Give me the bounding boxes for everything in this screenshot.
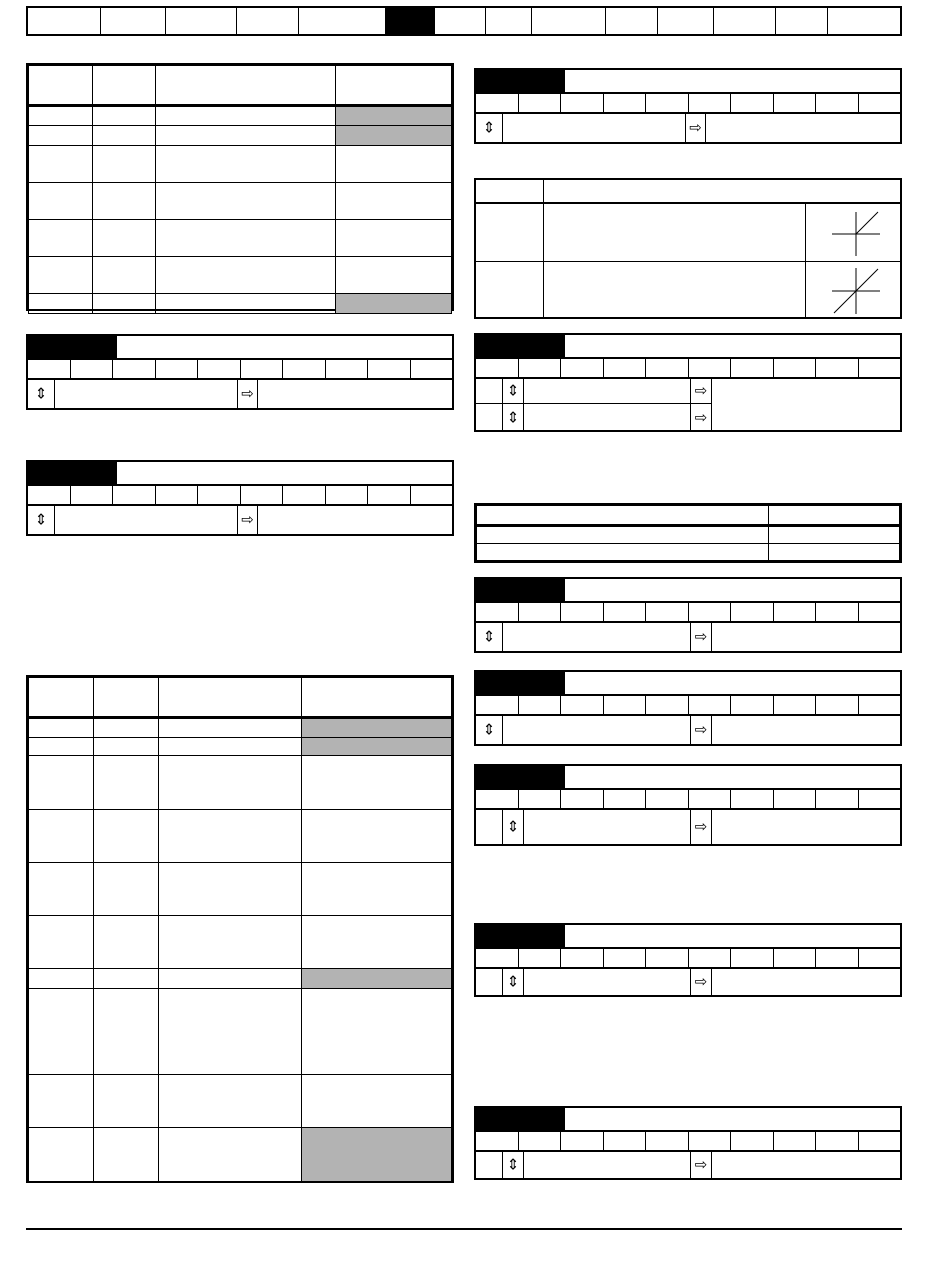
range-symbol-cell <box>28 380 55 408</box>
parameter-box <box>474 333 902 432</box>
table-row <box>29 294 452 314</box>
parameter-coding-bits <box>476 359 900 379</box>
table-row <box>29 969 452 989</box>
default-value-cell <box>258 380 452 408</box>
table-header-row <box>477 506 900 526</box>
chapter-tab[interactable] <box>714 8 776 34</box>
parameter-number-cell <box>476 579 565 601</box>
default-symbol-cell <box>238 380 258 408</box>
parameter-number-cell <box>476 1108 565 1130</box>
mode-cell <box>476 810 503 844</box>
default-arrow-icon: ⇨ <box>694 720 708 739</box>
default-symbol-cell <box>691 1152 712 1178</box>
table-row <box>476 262 900 318</box>
parameter-number-cell <box>28 336 117 358</box>
mode-cell <box>476 379 503 403</box>
parameter-name-cell <box>565 766 900 788</box>
parameter-name-cell <box>117 336 452 358</box>
range-arrows-icon: ⇕ <box>34 510 48 529</box>
summary-table <box>474 503 902 563</box>
parameter-number-cell <box>476 766 565 788</box>
chapter-tab[interactable] <box>237 8 299 34</box>
default-arrow-icon: ⇨ <box>241 510 254 529</box>
default-value-cell <box>258 506 452 534</box>
table-row <box>29 146 452 183</box>
parameter-box <box>474 923 902 997</box>
default-arrow-icon: ⇨ <box>694 972 708 991</box>
chapter-tab[interactable] <box>828 8 900 34</box>
table-row <box>29 756 452 810</box>
range-symbol-cell <box>28 506 55 534</box>
range-symbol-cell <box>476 716 503 744</box>
table-header-row <box>29 66 452 106</box>
characteristic-graph-icon <box>806 204 902 261</box>
chapter-tab[interactable] <box>658 8 714 34</box>
table-row <box>477 526 900 543</box>
range-arrows-icon: ⇕ <box>506 381 520 400</box>
table-row <box>29 989 452 1075</box>
parameter-name-cell <box>565 1108 900 1130</box>
range-value-cell <box>503 623 691 651</box>
settings-table-1 <box>26 63 454 311</box>
table-header-row <box>476 180 900 204</box>
range-value-cell <box>524 404 691 432</box>
range-arrows-icon: ⇕ <box>506 817 520 836</box>
range-arrows-icon: ⇕ <box>482 627 496 646</box>
parameter-box <box>26 460 454 536</box>
chapter-tab[interactable] <box>532 8 606 34</box>
table-row <box>29 738 452 756</box>
default-symbol-cell <box>691 379 712 403</box>
default-symbol-cell <box>691 716 712 744</box>
range-symbol-cell <box>503 1152 524 1178</box>
parameter-box <box>474 1106 902 1180</box>
range-arrows-icon: ⇕ <box>482 720 496 739</box>
parameter-coding-bits <box>476 790 900 810</box>
chapter-tab[interactable] <box>299 8 386 34</box>
range-symbol-cell <box>503 379 524 403</box>
default-arrow-icon: ⇨ <box>689 118 702 137</box>
default-value-cell <box>712 379 900 432</box>
characteristic-graph-icon <box>806 262 902 318</box>
parameter-name-cell <box>565 70 900 92</box>
chapter-tab[interactable] <box>101 8 166 34</box>
default-symbol-cell <box>238 506 258 534</box>
table-row <box>29 220 452 257</box>
mode-cell <box>476 404 503 432</box>
parameter-name-cell <box>565 335 900 357</box>
default-arrow-icon: ⇨ <box>694 627 708 646</box>
table-row <box>29 106 452 126</box>
parameter-name-cell <box>565 672 900 694</box>
default-arrow-icon: ⇨ <box>694 408 708 427</box>
default-symbol-cell <box>686 114 706 142</box>
default-arrow-icon: ⇨ <box>694 381 708 400</box>
default-value-cell <box>706 114 900 142</box>
chapter-tab[interactable] <box>606 8 658 34</box>
settings-table-2 <box>26 675 454 1183</box>
table-row <box>29 810 452 863</box>
parameter-coding-bits <box>476 1132 900 1152</box>
default-arrow-icon: ⇨ <box>694 1155 708 1174</box>
range-symbol-cell <box>503 969 524 995</box>
parameter-coding-bits <box>476 696 900 716</box>
range-arrows-icon: ⇕ <box>482 118 496 137</box>
parameter-coding-bits <box>476 94 900 114</box>
default-symbol-cell <box>691 623 712 651</box>
parameter-coding-bits <box>476 949 900 969</box>
range-value-cell <box>524 810 691 844</box>
range-value-cell <box>503 114 686 142</box>
parameter-number-cell <box>476 925 565 947</box>
default-symbol-cell <box>691 969 712 995</box>
mode-cell <box>476 969 503 995</box>
parameter-box <box>474 577 902 653</box>
range-arrows-icon: ⇕ <box>506 1155 520 1174</box>
default-value-cell <box>712 1152 900 1178</box>
parameter-number-cell <box>476 672 565 694</box>
range-symbol-cell <box>476 114 503 142</box>
table-row <box>29 718 452 738</box>
chapter-tab-strip <box>26 6 902 36</box>
table-row <box>29 126 452 146</box>
range-value-cell <box>524 969 691 995</box>
chapter-tab-active[interactable] <box>386 8 435 34</box>
range-symbol-cell <box>476 623 503 651</box>
parameter-box <box>474 670 902 746</box>
chapter-tab[interactable] <box>486 8 532 34</box>
table-header-row <box>29 678 452 718</box>
parameter-coding-bits <box>28 360 452 380</box>
range-arrows-icon: ⇕ <box>34 384 48 403</box>
range-value-cell <box>524 1152 691 1178</box>
parameter-coding-bits <box>28 486 452 506</box>
range-arrows-icon: ⇕ <box>506 408 520 427</box>
table-row <box>476 204 900 262</box>
table-row <box>29 916 452 969</box>
table-row <box>477 543 900 560</box>
parameter-number-cell <box>476 335 565 357</box>
parameter-box <box>474 68 902 144</box>
parameter-box <box>26 334 454 410</box>
mode-cell <box>476 1152 503 1178</box>
range-value-cell <box>55 380 238 408</box>
default-symbol-cell <box>691 404 712 432</box>
chapter-tab[interactable] <box>435 8 486 34</box>
default-value-cell <box>712 716 900 744</box>
parameter-name-cell <box>565 925 900 947</box>
range-value-cell <box>55 506 238 534</box>
range-value-cell <box>524 379 691 403</box>
default-value-cell <box>712 810 900 844</box>
table-row <box>29 1128 452 1182</box>
range-symbol-cell <box>503 404 524 432</box>
characteristic-table <box>474 178 902 319</box>
range-symbol-cell <box>503 810 524 844</box>
table-row <box>29 183 452 220</box>
chapter-tab[interactable] <box>28 8 101 34</box>
default-arrow-icon: ⇨ <box>694 817 708 836</box>
default-arrow-icon: ⇨ <box>241 384 254 403</box>
default-symbol-cell <box>691 810 712 844</box>
default-value-cell <box>712 969 900 995</box>
parameter-coding-bits <box>476 603 900 623</box>
table-row <box>29 1075 452 1128</box>
parameter-number-cell <box>476 70 565 92</box>
default-value-cell <box>712 623 900 651</box>
parameter-box <box>474 764 902 846</box>
parameter-name-cell <box>117 462 452 484</box>
table-row <box>29 257 452 294</box>
table-row <box>29 863 452 916</box>
range-arrows-icon: ⇕ <box>506 972 520 991</box>
chapter-tab[interactable] <box>166 8 237 34</box>
range-value-cell <box>503 716 691 744</box>
footer-rule <box>26 1228 902 1230</box>
parameter-number-cell <box>28 462 117 484</box>
parameter-name-cell <box>565 579 900 601</box>
chapter-tab[interactable] <box>776 8 828 34</box>
